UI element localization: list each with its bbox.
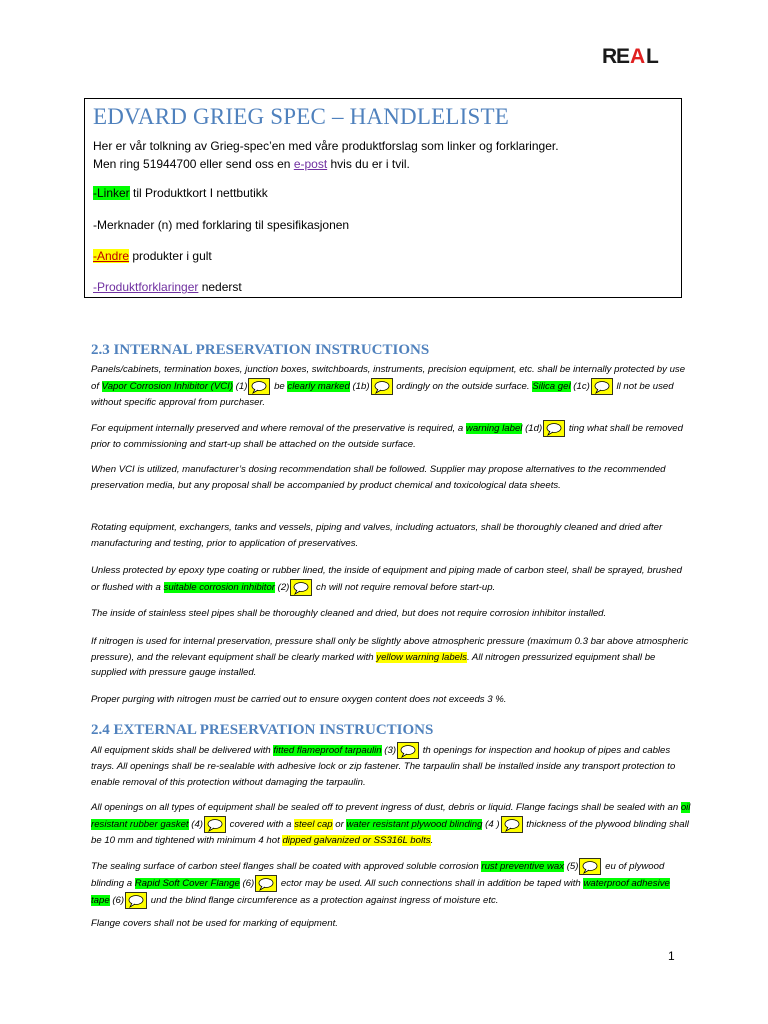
product-link[interactable]: waterproof adhesive tape	[91, 878, 670, 907]
product-link[interactable]: water resistant plywood blinding	[346, 818, 483, 830]
paragraph: All openings on all types of equipment shall be sealed off to prevent ingress of dust, debris or liquid. Flange facings shall be sealed with an oil resistant rubber gasket (4) covered with a steel cap or water resistant plywood blinding (4 ) thickness of the plywood blinding shall be 10 mm and tightened with minimum 4 hot dipped galvanized or SS316L bolts.	[91, 802, 691, 846]
paragraph: If nitrogen is used for internal preservation, pressure shall only be slightly above atmospheric pressure (maximum 0.3 bar above atmospheric pressure), and the relevant equipment shall be clearly marked with yellow warning labels. All nitrogen pressurized equipment shall be supplied with pressure gauge installed.	[91, 636, 689, 679]
legend-other: -Andre produkter i gult	[93, 249, 212, 263]
product-link[interactable]: warning label	[465, 423, 523, 435]
svg-text:R: R	[602, 45, 618, 66]
product-explanations-link[interactable]: -Produktforklaringer	[93, 280, 199, 294]
intro-line-2: Men ring 51944700 eller send oss en e-post hvis du er i tvil.	[93, 157, 410, 171]
legend-links: -Linker til Produktkort I nettbutikk	[93, 186, 268, 200]
product-link[interactable]: oil resistant rubber gasket	[91, 802, 691, 830]
product-link[interactable]: suitable corrosion inhibitor	[163, 581, 275, 593]
comment-icon[interactable]	[501, 816, 523, 833]
comment-icon[interactable]	[248, 378, 270, 395]
comment-icon[interactable]	[125, 892, 147, 909]
svg-text:A: A	[630, 45, 646, 66]
legend-notes: -Merknader (n) med forklaring til spesifikasjonen	[93, 218, 350, 232]
comment-icon[interactable]	[543, 420, 565, 437]
section-heading-2-3: 2.3 INTERNAL PRESERVATION INSTRUCTIONS	[91, 342, 430, 358]
svg-text:L: L	[646, 45, 659, 66]
other-product-highlight: yellow warning labels	[376, 651, 467, 663]
paragraph: When VCI is utilized, manufacturer’s dosing recommendation shall be followed. Supplier may propose alternatives to the recommended preservation media, but any proposal shall be accompanied by product chemical and toxicological data sheets.	[91, 464, 666, 491]
page-title: EDVARD GRIEG SPEC – HANDLELISTE	[93, 104, 509, 129]
section-heading-2-4: 2.4 EXTERNAL PRESERVATION INSTRUCTIONS	[91, 722, 434, 738]
comment-icon[interactable]	[397, 742, 419, 759]
paragraph: All equipment skids shall be delivered with fitted flameproof tarpaulin (3) th openings for inspection and hookup of pipes and cables trays. All openings shall be re-sealable with adhesive lock or zip fastener. The tarpaulin shall be installed inside any transport protection to enable removal of this protection without damaging the tarpaulin.	[91, 742, 691, 790]
paragraph: Proper purging with nitrogen must be carried out to ensure oxygen content does not exceeds 3 %.	[91, 694, 507, 705]
comment-icon[interactable]	[371, 378, 393, 395]
comment-icon[interactable]	[290, 579, 312, 596]
paragraph: Unless protected by epoxy type coating or rubber lined, the inside of equipment and piping made of carbon steel, shall be sprayed, brushed or flushed with a suitable corrosion inhibitor (2) ch will not require removal before start-up.	[91, 563, 691, 596]
paragraph: The sealing surface of carbon steel flanges shall be coated with approved soluble corrosion rust preventive wax (5) eu of plywood blinding a Rapid Soft Cover Flange (6) ector may be used. All such connections shall in addition be taped with waterproof adhesive tape (6) und the blind flange circumference as a protection against ingress of moisture etc.	[91, 858, 691, 909]
real-logo	[602, 44, 678, 66]
product-link[interactable]: Rapid Soft Cover Flange	[134, 878, 240, 890]
comment-icon[interactable]	[579, 858, 601, 875]
paragraph: Panels/cabinets, termination boxes, junction boxes, switchboards, instruments, precision equipment, etc. shall be internally protected by use of Vapor Corrosion Inhibitor (VCI) (1) be clearly marked (1b) ordingly on the outside surface. Silica gel (1c) ll not be used without specific approval from purchaser.	[91, 364, 686, 408]
page-number: 1	[668, 949, 675, 963]
email-link[interactable]: e-post	[293, 157, 328, 171]
svg-text:E: E	[616, 45, 631, 66]
paragraph: Rotating equipment, exchangers, tanks and vessels, piping and valves, including actuators, shall be thoroughly cleaned and dried after manufacturing and testing, prior to application of preservatives.	[91, 522, 663, 549]
intro-line-1: Her er vår tolkning av Grieg-spec’en med våre produktforslag som linker og forklaringer.	[93, 139, 559, 153]
title-box	[84, 98, 682, 298]
other-product-highlight: dipped galvanized or SS316L bolts	[282, 834, 431, 846]
product-link[interactable]: fitted flameproof tarpaulin	[273, 745, 382, 757]
other-product-highlight: steel cap	[294, 818, 333, 830]
paragraph: Flange covers shall not be used for marking of equipment.	[91, 918, 338, 929]
comment-icon[interactable]	[591, 378, 613, 395]
comment-icon[interactable]	[204, 816, 226, 833]
paragraph: For equipment internally preserved and where removal of the preservative is required, a warning label (1d) ting what shall be removed prior to commissioning and start-up shall be attached on the outside surface.	[91, 420, 691, 453]
paragraph: The inside of stainless steel pipes shall be thoroughly cleaned and dried, but does not require corrosion inhibitor installed.	[91, 608, 607, 619]
product-link[interactable]: rust preventive wax	[481, 861, 565, 873]
legend-explanations: -Produktforklaringer nederst	[93, 280, 242, 294]
product-link[interactable]: clearly marked	[287, 380, 350, 392]
product-link[interactable]: Vapor Corrosion Inhibitor (VCI)	[101, 380, 234, 392]
comment-icon[interactable]	[255, 875, 277, 892]
product-link[interactable]: Silica gel	[532, 380, 571, 392]
